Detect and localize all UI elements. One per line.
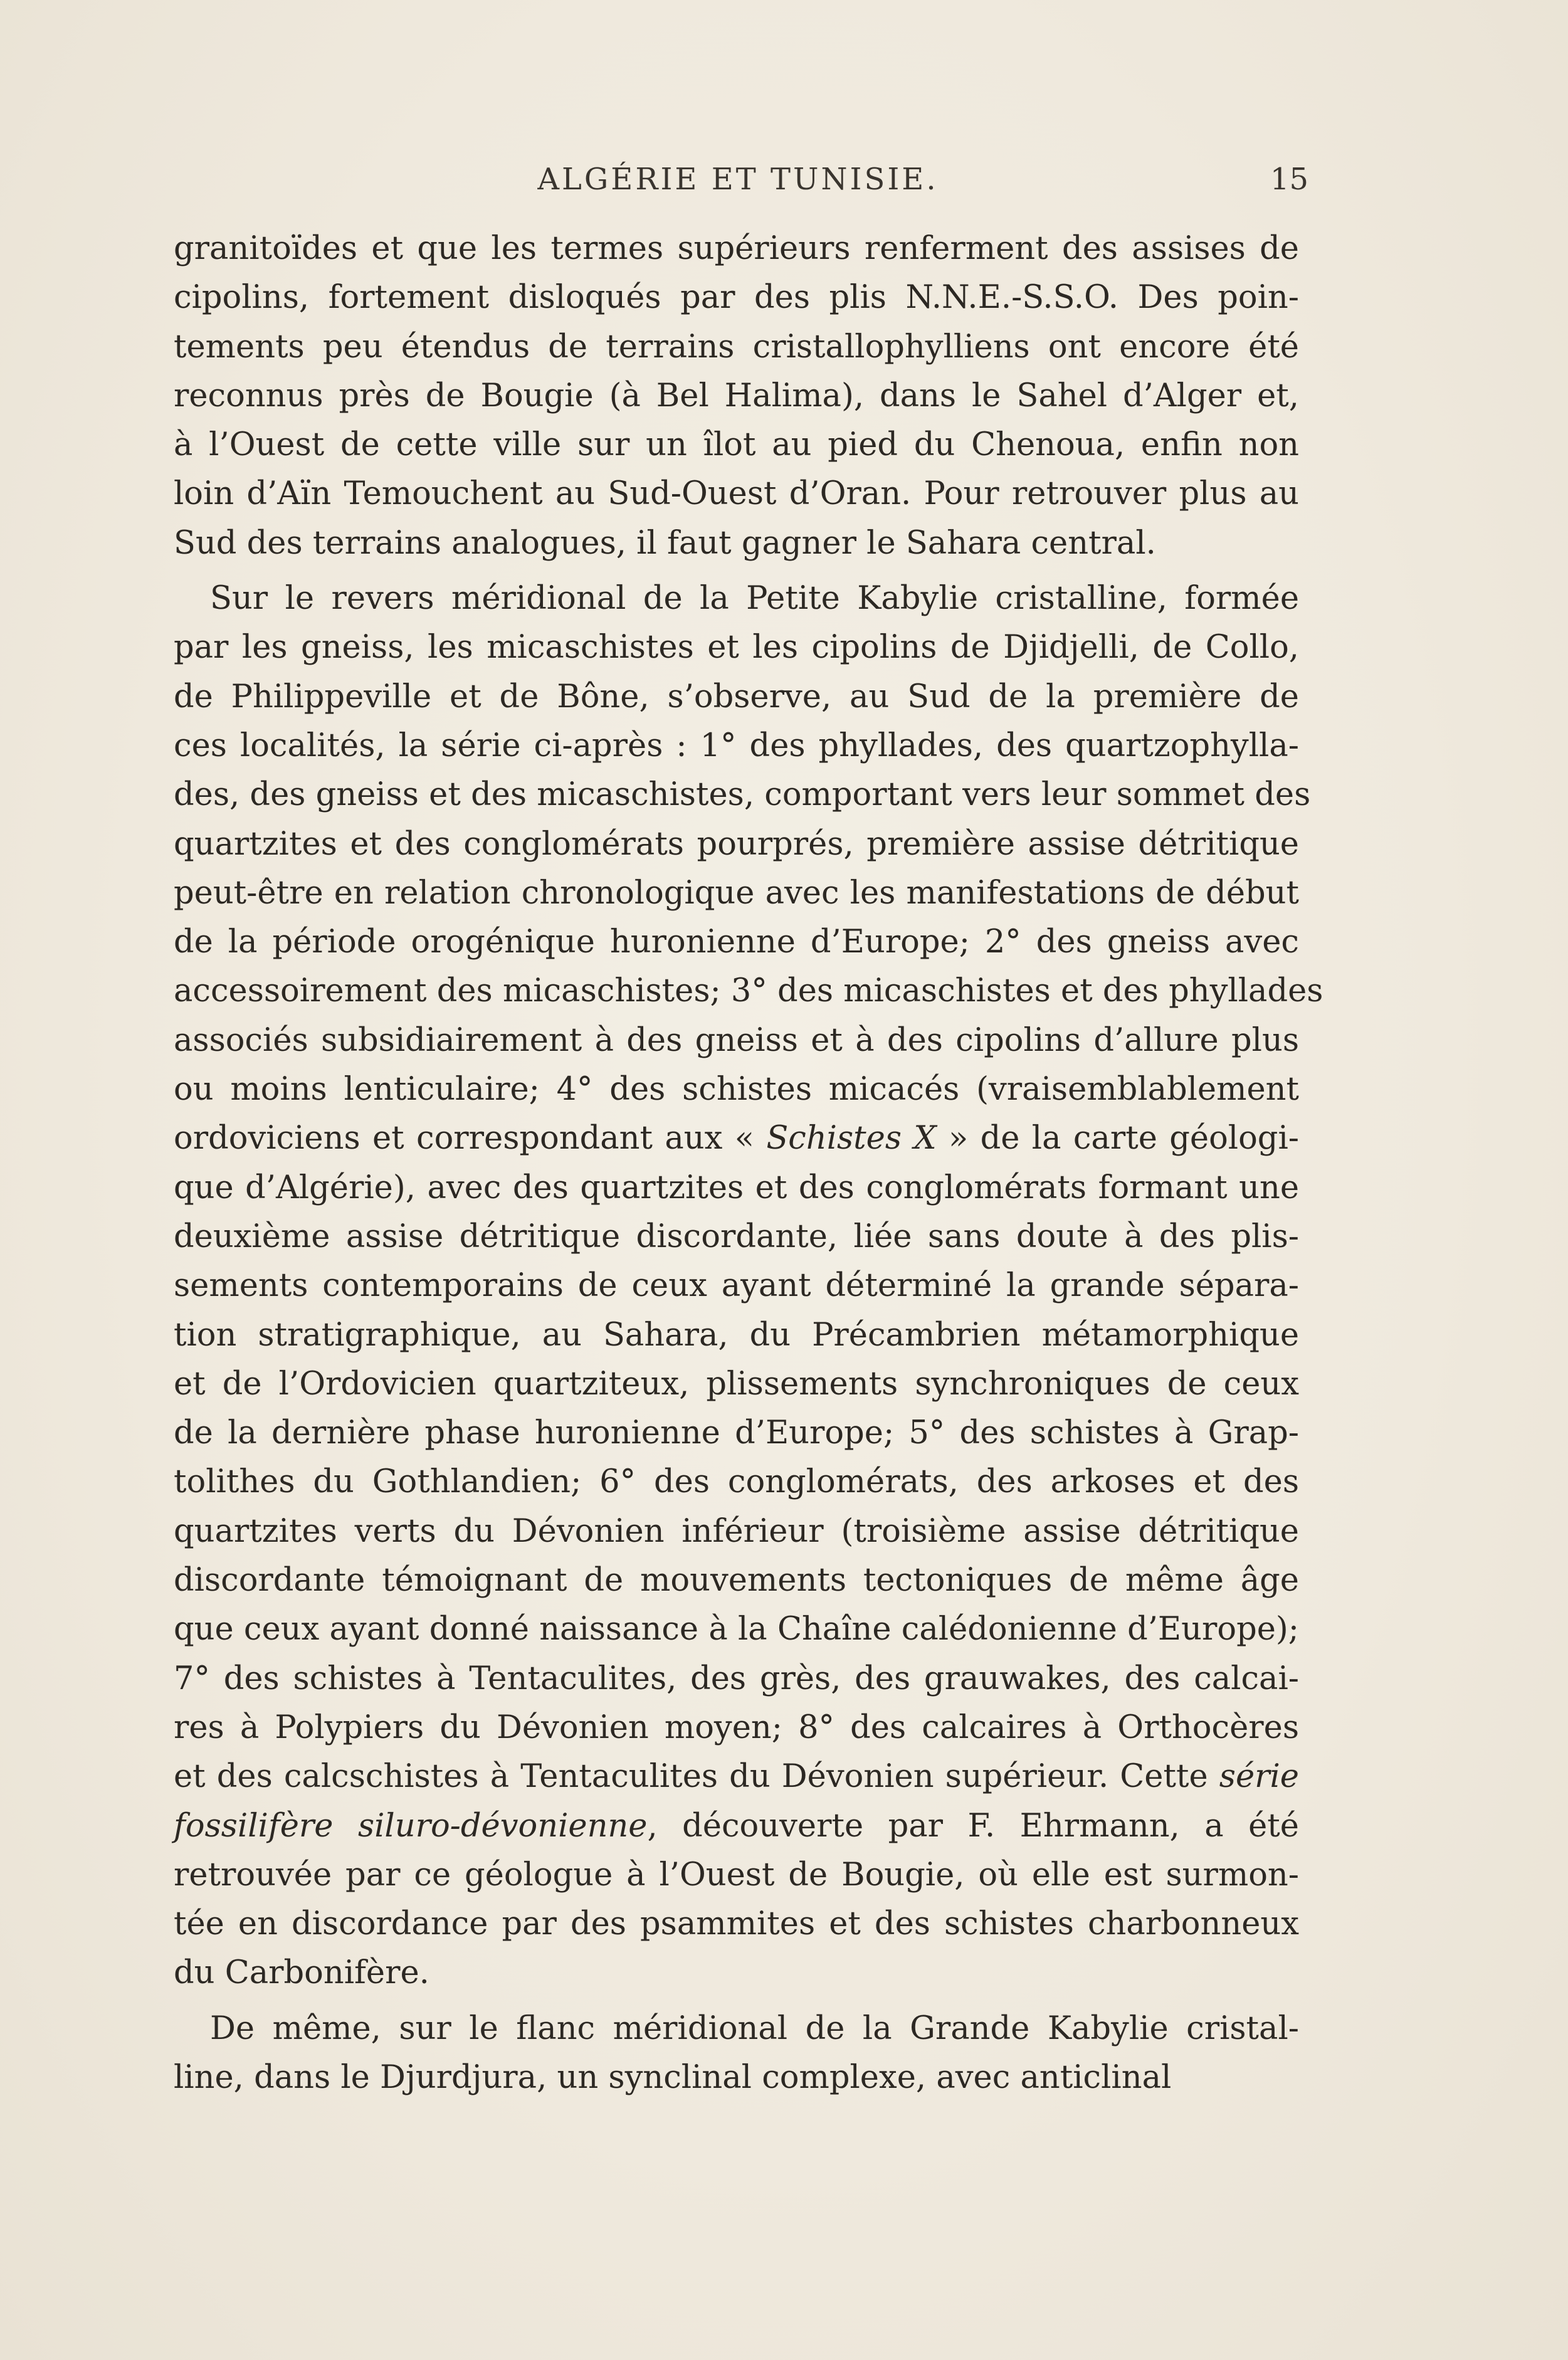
text-line xyxy=(174,1507,1299,1556)
text-segment: , découverte par F. Ehrmann, a été xyxy=(647,1807,1299,1845)
text-line xyxy=(174,1360,1299,1409)
text-line xyxy=(174,1016,1299,1065)
text-segment: deuxième assise détritique discordante, liée sans doute à des plis- xyxy=(174,1218,1299,1255)
text-line xyxy=(174,1458,1299,1507)
italic-text: série xyxy=(1219,1758,1299,1796)
text-segment: des, des gneiss et des micaschistes, comportant vers leur sommet des xyxy=(174,776,1311,814)
paragraph-gap xyxy=(174,1998,1299,2004)
text-line xyxy=(174,1605,1299,1654)
text-line xyxy=(174,1114,1299,1163)
text-segment: tolithes du Gothlandien; 6° des conglomérats, des arkoses et des xyxy=(174,1463,1299,1501)
text-segment: quartzites verts du Dévonien inférieur (troisième assise détritique xyxy=(174,1512,1299,1550)
text-segment: tements peu étendus de terrains cristallophylliens ont encore été xyxy=(174,328,1299,366)
text-line xyxy=(174,519,1299,568)
text-segment: de Philippeville et de Bône, s’observe, au Sud de la première de xyxy=(174,678,1299,715)
text-line xyxy=(174,2004,1299,2053)
text-line xyxy=(174,1704,1299,1752)
text-segment: quartzites et des conglomérats pourprés, première assise détritique xyxy=(174,825,1299,863)
paragraph-gap xyxy=(174,568,1299,574)
text-line xyxy=(174,2053,1299,2102)
text-segment: discordante témoignant de mouvements tectoniques de même âge xyxy=(174,1562,1299,1599)
text-segment: 7° des schistes à Tentaculites, des grès, des grauwakes, des calcai- xyxy=(174,1660,1299,1697)
text-line xyxy=(174,323,1299,372)
text-line xyxy=(174,1949,1299,1998)
text-segment: granitoïdes et que les termes supérieurs renferment des assises de xyxy=(174,230,1299,267)
paragraph xyxy=(174,2004,1299,2103)
running-title: ALGÉRIE ET TUNISIE. xyxy=(537,162,939,197)
text-segment: du Carbonifère. xyxy=(174,1954,429,1992)
italic-text: Schistes X xyxy=(766,1120,937,1157)
paragraph xyxy=(174,574,1323,1998)
text-segment: res à Polypiers du Dévonien moyen; 8° des calcaires à Orthocères xyxy=(174,1709,1299,1746)
text-line xyxy=(174,869,1299,918)
text-segment: associés subsidiairement à des gneiss et à des cipolins d’allure plus xyxy=(174,1021,1299,1059)
text-segment: de la dernière phase huronienne d’Europe; 5° des schistes à Grap- xyxy=(174,1414,1299,1452)
text-line xyxy=(174,673,1299,722)
text-segment: line, dans le Djurdjura, un synclinal complexe, avec anticlinal xyxy=(174,2058,1172,2096)
text-segment: ces localités, la série ci-après : 1° des phyllades, des quartzophylla- xyxy=(174,727,1299,764)
italic-text: fossilifère siluro-dévonienne xyxy=(174,1807,648,1845)
text-line xyxy=(174,421,1299,470)
running-head xyxy=(174,162,1308,206)
text-line xyxy=(174,722,1299,771)
text-line xyxy=(174,918,1299,967)
text-segment: que d’Algérie), avec des quartzites et des conglomérats formant une xyxy=(174,1169,1299,1206)
text-segment: tée en discordance par des psammites et des schistes charbonneux xyxy=(174,1905,1299,1943)
text-segment: reconnus près de Bougie (à Bel Halima), dans le Sahel d’Alger et, xyxy=(174,377,1299,414)
text-line xyxy=(174,1311,1299,1360)
text-segment: à l’Ouest de cette ville sur un îlot au pied du Chenoua, enfin non xyxy=(174,426,1299,464)
text-line xyxy=(174,820,1299,869)
text-line xyxy=(174,1262,1299,1310)
text-line xyxy=(174,1851,1299,1900)
text-line xyxy=(174,1409,1299,1458)
text-line xyxy=(174,224,1299,273)
text-segment: et de l’Ordovicien quartziteux, plissements synchroniques de ceux xyxy=(174,1365,1299,1403)
text-segment: et des calcschistes à Tentaculites du Dévonien supérieur. Cette xyxy=(174,1758,1219,1796)
text-segment: par les gneiss, les micaschistes et les cipolins de Djidjelli, de Collo, xyxy=(174,629,1299,666)
text-segment: ou moins lenticulaire; 4° des schistes micacés (vraisemblablement xyxy=(174,1071,1299,1109)
text-line xyxy=(174,273,1299,322)
text-segment: Sud des terrains analogues, il faut gagner le Sahara central. xyxy=(174,524,1156,562)
text-line xyxy=(174,574,1299,623)
text-segment: De même, sur le flanc méridional de la Grande Kabylie cristal- xyxy=(210,2010,1299,2047)
text-segment: retrouvée par ce géologue à l’Ouest de Bougie, où elle est surmon- xyxy=(174,1856,1299,1894)
text-segment: sements contemporains de ceux ayant déterminé la grande sépara- xyxy=(174,1267,1299,1305)
text-segment: » de la carte géologi- xyxy=(936,1120,1299,1157)
text-line xyxy=(174,372,1299,421)
text-line xyxy=(174,1065,1299,1114)
text-line xyxy=(174,1752,1299,1801)
text-segment: accessoirement des micaschistes; 3° des micaschistes et des phyllades xyxy=(174,972,1323,1010)
text-segment: ordoviciens et correspondant aux « xyxy=(174,1120,767,1157)
text-segment: que ceux ayant donné naissance à la Chaîne calédonienne d’Europe); xyxy=(174,1611,1299,1648)
text-segment: Sur le revers méridional de la Petite Kabylie cristalline, formée xyxy=(210,580,1299,618)
page-number: 15 xyxy=(1270,162,1308,197)
text-line xyxy=(174,470,1299,519)
text-line xyxy=(174,967,1323,1016)
text-line xyxy=(174,1164,1299,1213)
text-line xyxy=(174,623,1299,672)
text-line xyxy=(174,771,1311,819)
text-segment: loin d’Aïn Temouchent au Sud-Ouest d’Oran. Pour retrouver plus au xyxy=(174,475,1299,513)
text-line xyxy=(174,1213,1299,1262)
text-line xyxy=(174,1900,1299,1949)
text-line xyxy=(174,1802,1299,1851)
text-line xyxy=(174,1556,1299,1605)
text-segment: peut-être en relation chronologique avec les manifestations de début xyxy=(174,874,1299,912)
text-segment: tion stratigraphique, au Sahara, du Précambrien métamorphique xyxy=(174,1316,1299,1354)
body-text xyxy=(174,224,1323,2102)
text-line xyxy=(174,1655,1299,1704)
paragraph xyxy=(174,224,1299,568)
text-segment: de la période orogénique huronienne d’Europe; 2° des gneiss avec xyxy=(174,924,1299,961)
text-segment: cipolins, fortement disloqués par des plis N.N.E.-S.S.O. Des poin- xyxy=(174,279,1299,317)
